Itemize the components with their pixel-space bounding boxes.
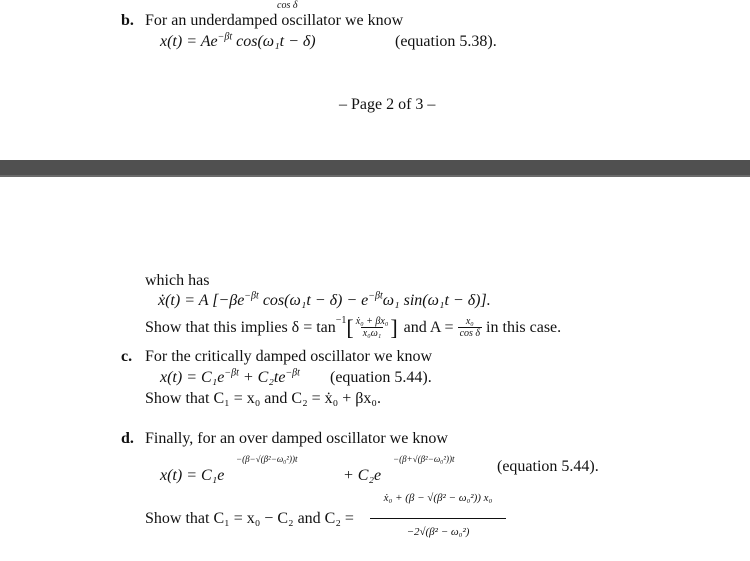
deriv-exp2: −βt xyxy=(368,290,383,302)
c2-numerator: ẋ₀ + (β − √(β² − ω₀²)) x₀ xyxy=(383,492,493,504)
part-b-intro: For an underdamped oscillator we know xyxy=(145,12,404,29)
page-separator xyxy=(0,160,750,177)
which-has: which has xyxy=(145,272,210,289)
part-d-eq-a: x(t) = C₁e xyxy=(160,467,225,484)
part-b-equation xyxy=(160,33,316,51)
deriv-end: ω₁ sin(ω₁t − δ)]. xyxy=(382,292,491,309)
c2-fraction-bar xyxy=(370,518,506,519)
a-den: cos δ xyxy=(459,328,481,339)
part-d-label: d. xyxy=(121,430,134,447)
part-c-show: Show that C₁ = x₀ and C₂ = ẋ₀ + βx₀. xyxy=(145,390,381,407)
delta-den: x₀ω₁ xyxy=(362,328,382,339)
part-c-intro: For the critically damped oscillator we know xyxy=(145,348,433,365)
c2-denominator: −2√(β² − ω₀²) xyxy=(406,526,470,538)
a-num: x₀ xyxy=(465,316,474,327)
part-c-eq-ref: (equation 5.44). xyxy=(330,369,432,386)
eq-exp: −βt xyxy=(217,31,233,43)
page-footer: – Page 2 of 3 – xyxy=(339,96,436,113)
delta-num: ẋ₀ + βx₀ xyxy=(355,316,389,327)
delta-line xyxy=(145,316,561,339)
top-fragment: cos δ xyxy=(277,0,298,11)
bracket-right: ] xyxy=(390,314,398,340)
part-d-exp2: −(β+√(β²−ω₀²))t xyxy=(393,454,455,464)
derivative-equation xyxy=(158,292,491,310)
deriv-lhs: ẋ(t) = A [−βe xyxy=(158,292,245,309)
delta-fraction xyxy=(354,316,391,339)
c-eq-a: x(t) = C₁e xyxy=(160,369,225,386)
a-fraction xyxy=(458,316,482,339)
part-d-intro: Finally, for an over damped oscillator we know xyxy=(145,430,448,447)
part-c-label: c. xyxy=(121,348,133,365)
c-exp2: −βt xyxy=(285,367,300,379)
c-exp1: −βt xyxy=(224,367,239,379)
part-d-show: Show that C₁ = x₀ − C₂ and C₂ = xyxy=(145,510,354,527)
show-pre: Show that this implies δ = tan xyxy=(145,318,336,336)
and-a: and A = xyxy=(403,318,454,336)
eq-text-rest: cos(ω₁t − δ) xyxy=(232,33,316,50)
part-b-label: b. xyxy=(121,12,134,29)
in-case: in this case. xyxy=(486,318,562,336)
show-sup: −1 xyxy=(335,315,347,326)
part-d-exp1: −(β−√(β²−ω₀²))t xyxy=(236,454,298,464)
eq-text: x(t) = Ae xyxy=(160,33,218,50)
c-eq-b: + C₂te xyxy=(238,369,286,386)
bracket-left: [ xyxy=(346,314,354,340)
part-d-eq-b: + C₂e xyxy=(343,467,382,484)
deriv-mid: cos(ω₁t − δ) − e xyxy=(258,292,369,309)
part-d-eq-ref: (equation 5.44). xyxy=(497,458,599,475)
part-c-equation xyxy=(160,369,300,387)
deriv-exp1: −βt xyxy=(244,290,259,302)
part-b-eq-ref: (equation 5.38). xyxy=(395,33,497,50)
